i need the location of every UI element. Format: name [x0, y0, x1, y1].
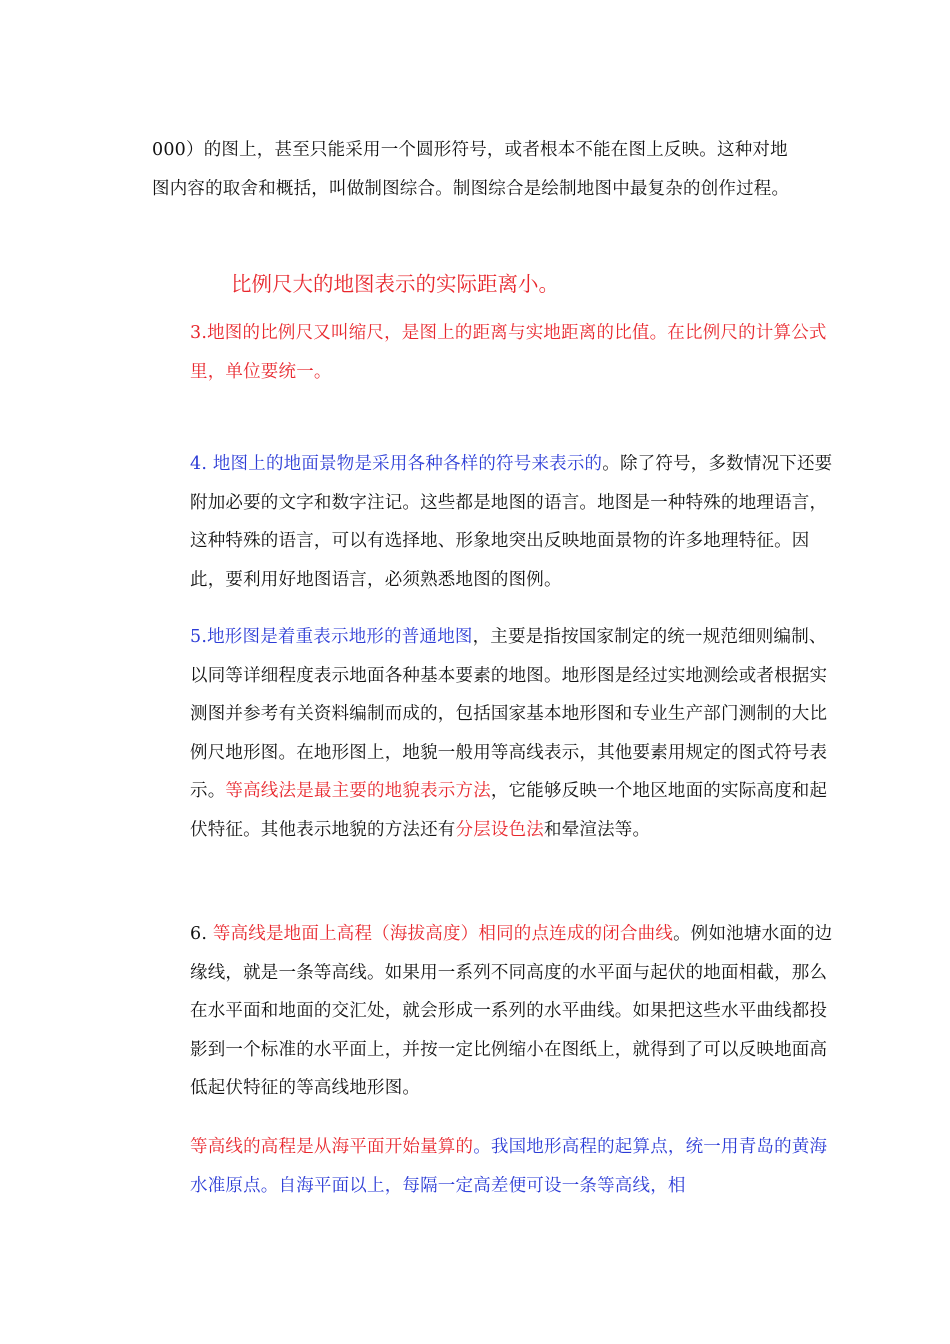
- paragraph-text: ，它能够反映一个地区地面的实际高度和起伏特征。其他表示地貌的方法还有: [190, 781, 828, 840]
- paragraph-elevation-datum: [152, 1128, 840, 1205]
- key-sentence: 4. 地图上的地面景物是采用各种各样的符号来表示的: [190, 454, 603, 474]
- item-number: 6.: [190, 924, 213, 944]
- key-sentence: 等高线的高程是从海平面开始量算的: [190, 1137, 474, 1157]
- paragraph-text: 。除了符号，多数情况下还要附加必要的文字和数字注记。这些都是地图的语言。地图是一种特殊的地理语言，这种特殊的语言，可以有选择地、形象地突出反映地面景物的许多地理特征。因此，要利用好地图语言，必须熟悉地图的图例。: [190, 454, 833, 590]
- key-sentence: 等高线是地面上高程（海拔高度）相同的点连成的闭合曲线: [212, 924, 674, 944]
- key-sentence: 5.地形图是着重表示地形的普通地图: [190, 627, 473, 647]
- paragraph-item-5: [152, 618, 840, 849]
- key-term: 分层设色法: [455, 819, 544, 840]
- paragraph-item-6: [152, 915, 840, 1108]
- highlight-note: 比例尺大的地图表示的实际距离小。: [231, 272, 559, 296]
- paragraph-text: 和晕渲法等。: [544, 819, 651, 840]
- paragraph-cartographic-generalization: [152, 131, 802, 208]
- paragraph-text: 。我国地形高程的起算点，统一用青岛的黄海水准原点。自海平面以上，每隔一定高差便可设一条等高线，相: [190, 1137, 828, 1196]
- paragraph-item-3: [152, 314, 840, 391]
- key-sentence: 等高线法是最主要的地貌表示方法: [225, 781, 491, 801]
- paragraph-text: 。例如池塘水面的边缘线，就是一条等高线。如果用一系列不同高度的水平面与起伏的地面相截，那么在水平面和地面的交汇处，就会形成一系列的水平曲线。如果把这些水平曲线都投影到一个标准的水平面上，并按一定比例缩小在图纸上，就得到了可以反映地面高低起伏特征的等高线地形图。: [190, 924, 833, 1098]
- paragraph-text: 3.地图的比例尺又叫缩尺，是图上的距离与实地距离的比值。在比例尺的计算公式里，单位要统一。: [190, 323, 827, 382]
- paragraph-text: 000）的图上，甚至只能采用一个圆形符号，或者根本不能在图上反映。这种对地图内容的取舍和概括，叫做制图综合。制图综合是绘制地图中最复杂的创作过程。: [152, 140, 790, 199]
- paragraph-text: ，主要是指按国家制定的统一规范细则编制、以同等详细程度表示地面各种基本要素的地图。地形图是经过实地测绘或者根据实测图并参考有关资料编制而成的，包括国家基本地形图和专业生产部门测制的大比例尺地形图。在地形图上，地貌一般用等高线表示，其他要素用规定的图式符号表示。: [190, 627, 828, 801]
- paragraph-item-4: [152, 445, 840, 599]
